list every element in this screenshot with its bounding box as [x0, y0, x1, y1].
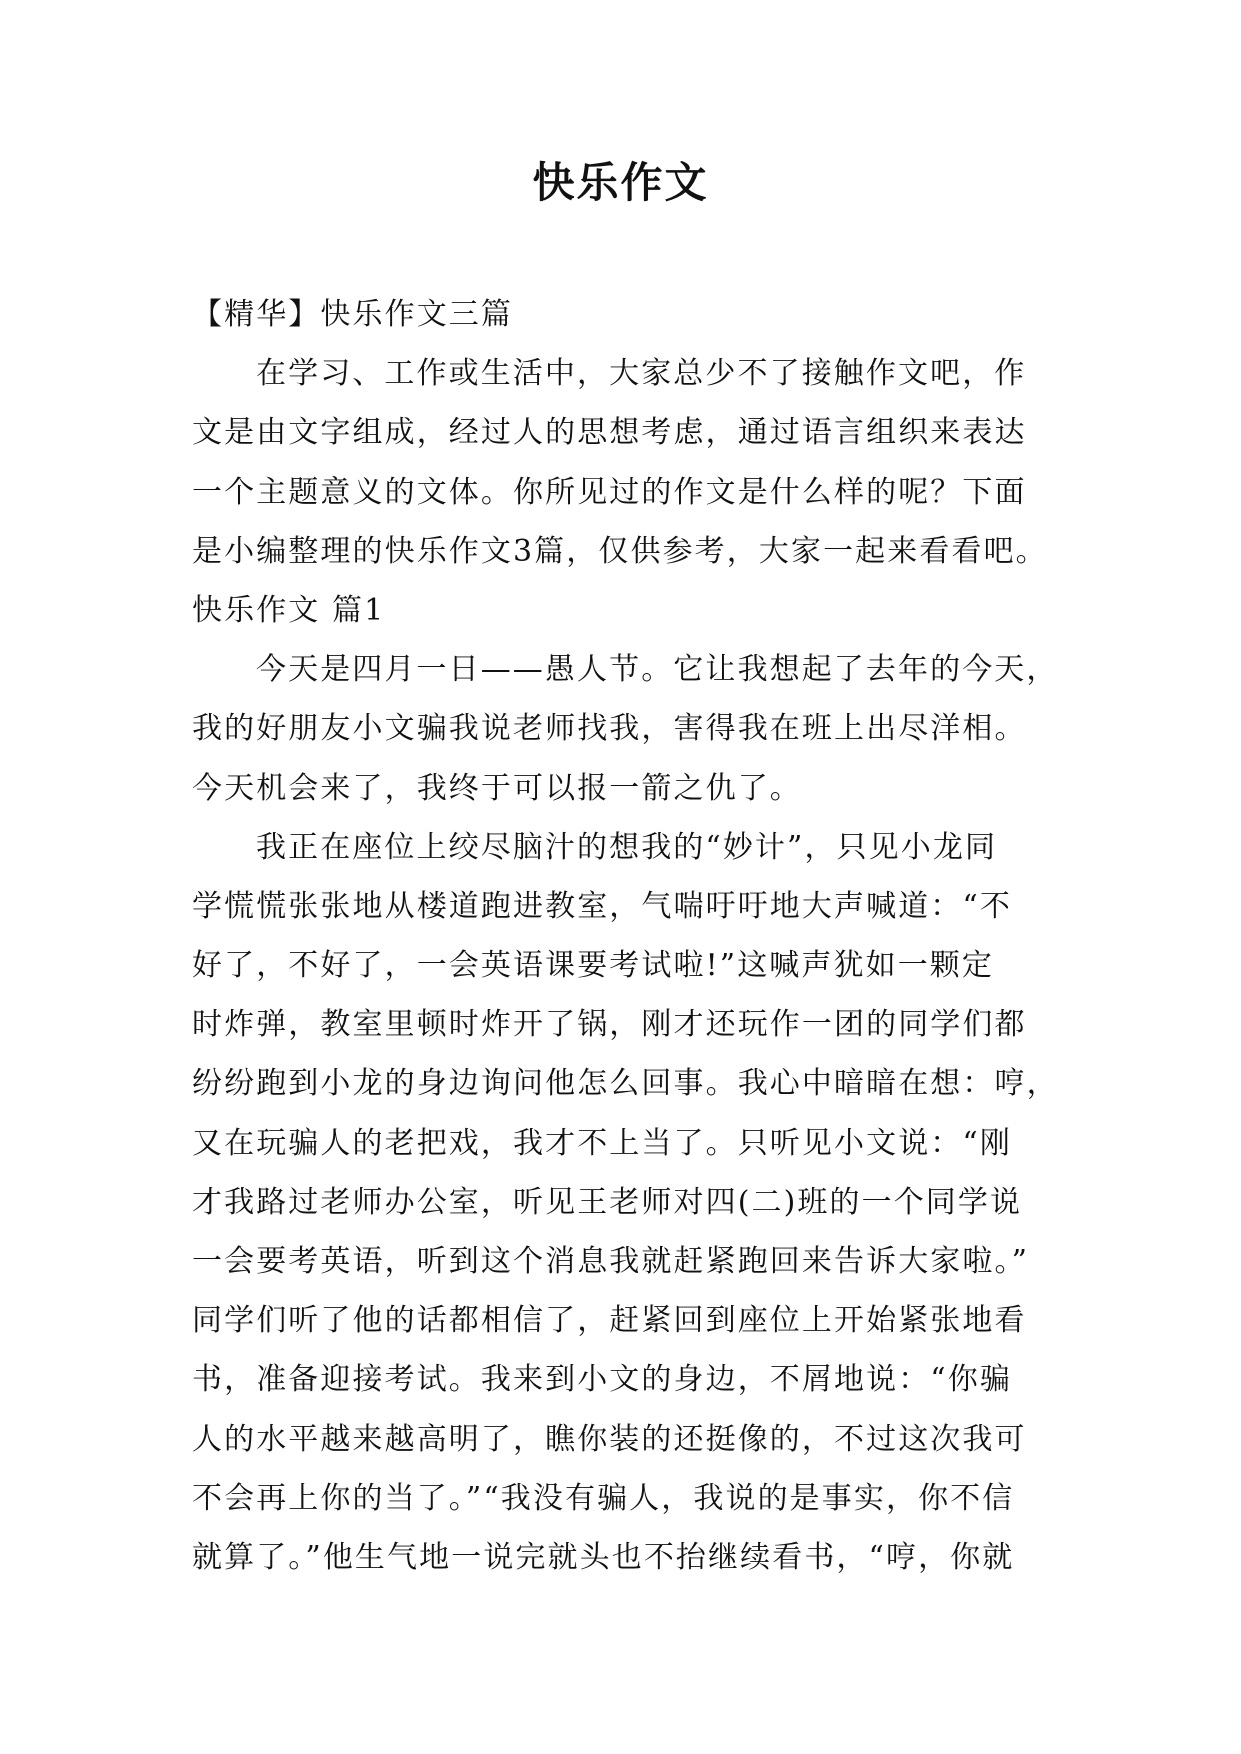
- paragraph-line: 人的水平越来越高明了，瞧你装的还挺像的，不过这次我可: [192, 1421, 1027, 1457]
- paragraph-line: 一个主题意义的文体。你所见过的作文是什么样的呢？下面: [192, 474, 1027, 510]
- document-body: [192, 285, 1059, 1587]
- paragraph-line: 又在玩骗人的老把戏，我才不上当了。只听见小文说：“刚: [192, 1125, 1012, 1161]
- paragraph-line: 书，准备迎接考试。我来到小文的身边，不屑地说：“你骗: [192, 1362, 1012, 1398]
- paragraph-line: 今天是四月一日——愚人节。它让我想起了去年的今天，: [256, 652, 1059, 688]
- paragraph-line: 学慌慌张张地从楼道跑进教室，气喘吁吁地大声喊道：“不: [192, 888, 1012, 924]
- paragraph-line: 时炸弹，教室里顿时炸开了锅，刚才还玩作一团的同学们都: [192, 1007, 1027, 1043]
- paragraph-line: 文是由文字组成，经过人的思想考虑，通过语言组织来表达: [192, 415, 1027, 451]
- paragraph-line: 同学们听了他的话都相信了，赶紧回到座位上开始紧张地看: [192, 1303, 1027, 1339]
- paragraph-line: 不会再上你的当了。”“我没有骗人，我说的是事实，你不信: [192, 1480, 1015, 1516]
- paragraph-line: 在学习、工作或生活中，大家总少不了接触作文吧，作: [256, 356, 1027, 392]
- paragraph-line: 一会要考英语，听到这个消息我就赶紧跑回来告诉大家啦。”: [192, 1244, 1030, 1279]
- subtitle-line: 【精华】快乐作文三篇: [192, 297, 513, 332]
- paragraph-line: 是小编整理的快乐作文3篇，仅供参考，大家一起来看看吧。: [192, 533, 1048, 569]
- paragraph-line: 才我路过老师办公室，听见王老师对四(二)班的一个同学说: [192, 1184, 1023, 1220]
- section-heading: 快乐作文 篇1: [192, 592, 386, 628]
- paragraph-line: 我的好朋友小文骗我说老师找我，害得我在班上出尽洋相。: [192, 711, 1027, 747]
- paragraph-line: 就算了。”他生气地一说完就头也不抬继续看书，“哼，你就: [192, 1539, 1015, 1575]
- paragraph-line: 今天机会来了，我终于可以报一箭之仇了。: [192, 770, 802, 806]
- paragraph-line: 纷纷跑到小龙的身边询问他怎么回事。我心中暗暗在想：哼，: [192, 1066, 1059, 1102]
- paragraph-line: 我正在座位上绞尽脑汁的想我的“妙计”，只见小龙同: [256, 829, 998, 865]
- paragraph-line: 好了，不好了，一会英语课要考试啦!”这喊声犹如一颗定: [192, 948, 994, 984]
- document-title: 快乐作文: [532, 158, 709, 207]
